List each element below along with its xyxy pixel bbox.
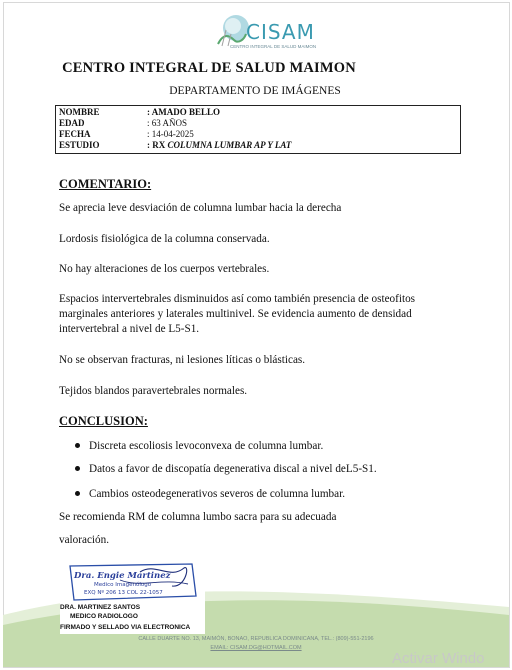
conclusion-item-text: Cambios osteodegenerativos severos de columna lumbar.: [89, 488, 346, 500]
edad-value: : 63 AÑOS: [147, 118, 188, 128]
windows-activation-watermark: Activar Windo: [392, 650, 485, 667]
stamp-name: Dra. Engie Martinez: [74, 571, 171, 581]
signature-note: FIRMADO Y SELLADO VIA ELECTRONICA: [60, 624, 191, 631]
comentario-heading: COMENTARIO:: [59, 177, 152, 191]
bullet-icon: [75, 443, 80, 448]
conclusion-heading: CONCLUSION:: [59, 414, 148, 428]
estudio-label: ESTUDIO: [59, 140, 100, 150]
nombre-value: : AMADO BELLO: [147, 107, 221, 117]
conclusion-item-text: Datos a favor de discopatía degenerativa discal a nivel deL5-S1.: [89, 463, 377, 475]
patient-info-box: [55, 105, 461, 154]
comentario-paragraph-6: Tejidos blandos paravertebrales normales.: [59, 385, 248, 397]
signature-stamp: [60, 558, 205, 634]
nombre-label: NOMBRE: [59, 107, 100, 117]
comentario-paragraph-4: Espacios intervertebrales disminuidos así como también presencia de osteofitos marginales anteriores y laterales multinivel. Se evidencia aumento de densidad intervertebral a nivel de L5-S1.: [59, 293, 416, 335]
recommendation-line-1: Se recomienda RM de columna lumbo sacra para su adecuada: [59, 511, 337, 523]
conclusion-item: [75, 462, 377, 477]
conclusion-item: [75, 487, 345, 502]
logo-text: CISAM: [246, 20, 315, 44]
bullet-icon: [75, 466, 80, 471]
footer-address: CALLE DUARTE NO. 13, MAIMÓN, BONAO, REPUBLICA DOMINICANA, TEL.: (809)-551-2196: [138, 636, 374, 642]
edad-label: EDAD: [59, 118, 85, 128]
department-title: DEPARTAMENTO DE IMÁGENES: [169, 85, 341, 97]
recommendation-line-2: valoración.: [59, 534, 110, 546]
signature-title: MEDICO RADIOLOGO: [70, 613, 138, 620]
fecha-label: FECHA: [59, 129, 91, 139]
institution-title: CENTRO INTEGRAL DE SALUD MAIMON: [62, 60, 356, 76]
comentario-paragraph-3: No hay alteraciones de los cuerpos vertebrales.: [59, 263, 270, 275]
estudio-value: [147, 140, 291, 151]
logo-subtitle: CENTRO INTEGRAL DE SALUD MAIMON: [230, 44, 317, 49]
stamp-title: Medico Imagenólogo: [94, 582, 152, 588]
fecha-value: : 14-04-2025: [147, 129, 194, 139]
comentario-paragraph-1: Se aprecia leve desviación de columna lumbar hacia la derecha: [59, 202, 342, 214]
bullet-icon: [75, 491, 80, 496]
stamp-exq: EXQ Nº 206 13 COL 22-1057: [84, 590, 163, 596]
footer-email: EMAIL: CISAM.DG@HOTMAIL.COM: [210, 645, 302, 651]
estudio-text: COLUMNA LUMBAR AP Y LAT: [167, 140, 292, 150]
estudio-prefix: : RX: [147, 140, 168, 150]
comentario-paragraph-2: Lordosis fisiológica de la columna conservada.: [59, 233, 270, 245]
comentario-paragraph-5: No se observan fracturas, ni lesiones líticas o blásticas.: [59, 354, 306, 366]
conclusion-item-text: Discreta escoliosis levoconvexa de columna lumbar.: [89, 440, 324, 452]
conclusion-item: [75, 439, 323, 454]
signature-name: DRA. MARTINEZ SANTOS: [60, 604, 141, 611]
